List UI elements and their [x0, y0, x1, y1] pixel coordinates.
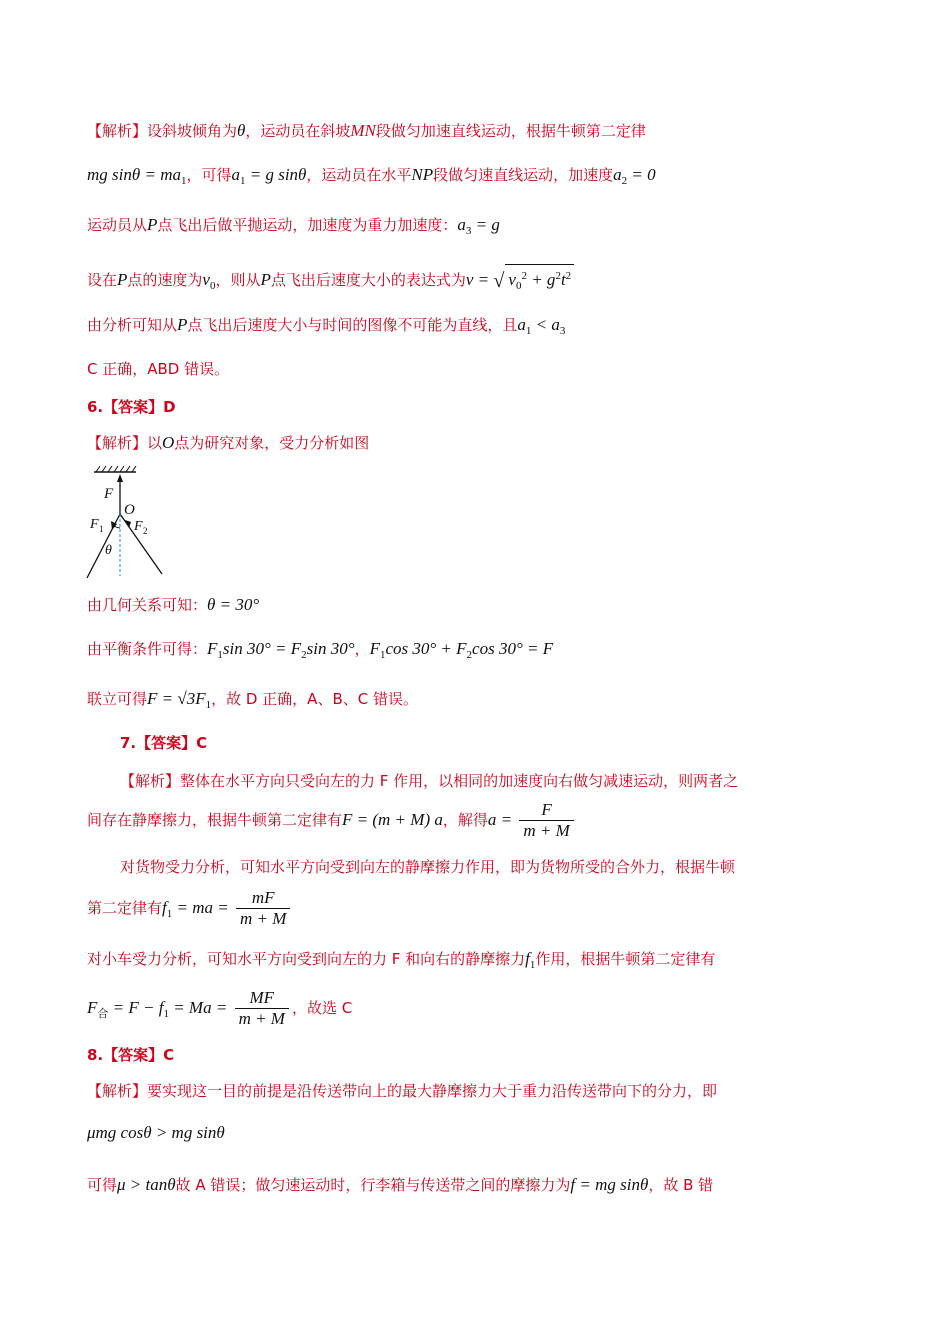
segment-mn: MN — [350, 121, 376, 140]
text: 由平衡条件可得： — [87, 640, 208, 658]
subscript: 1 — [205, 699, 212, 711]
text: 点飞出后速度大小的表达式为 — [270, 271, 466, 289]
text: 可得 — [87, 1176, 118, 1194]
a3-equation: = g — [471, 215, 500, 234]
text: 对小车受力分析，可知水平方向受到向左的力 F 和向右的静摩擦力 — [87, 950, 526, 968]
text: ，则从 — [215, 271, 261, 289]
text: 点的速度为 — [127, 271, 203, 289]
point-p: P — [147, 215, 158, 234]
superscript: 2 — [521, 270, 527, 282]
force-diagram — [84, 462, 174, 584]
text: 点飞出后速度大小与时间的图像不可能为直线，且 — [187, 316, 518, 334]
point-p: P — [260, 270, 271, 289]
text: 【解析】以 — [87, 434, 163, 452]
subscript: 1 — [379, 649, 386, 661]
q8-line-1: 【解析】要实现这一目的前提是沿传送带向上的最大静摩擦力大于重力沿传送带向下的分力，即 — [87, 1082, 718, 1100]
point-o: O — [162, 433, 175, 452]
q7-line-2 — [87, 800, 577, 841]
text: ，运动员在斜坡 — [245, 122, 351, 140]
f1-equation: = ma = — [172, 898, 233, 917]
analysis-line-1 — [87, 120, 646, 142]
q7-line-1: 【解析】整体在水平方向只受向左的力 F 作用，以相同的加速度向右做匀减速运动，则两者之 — [120, 772, 739, 790]
a1-symbol: a — [517, 315, 526, 334]
ceiling-hatch — [96, 466, 136, 472]
join-equation: F = √3F — [147, 689, 206, 708]
balance-eq-1-end: sin 30° — [306, 639, 355, 658]
text: 间存在静摩擦力，根据牛顿第二定律有 — [87, 811, 343, 829]
subscript: 1 — [180, 175, 187, 187]
label-f1: F — [90, 517, 99, 532]
superscript: 2 — [565, 270, 572, 282]
q8-answer: 8.【答案】C — [87, 1046, 175, 1064]
analysis-line-6: C 正确，ABD 错误。 — [87, 360, 230, 378]
q7-line-5 — [87, 948, 715, 976]
text: ，故 D 正确，A、B、C 错误。 — [211, 690, 418, 708]
f-net-equation-2: = Ma = — [168, 998, 232, 1017]
label-o: O — [124, 502, 135, 518]
v0-symbol: v — [202, 270, 210, 289]
a-equation: a = — [487, 810, 517, 829]
balance-eq-1: sin 30° = F — [222, 639, 302, 658]
label-theta: θ — [105, 543, 112, 558]
point-p: P — [177, 315, 188, 334]
equation-mgsin: mg sinθ = ma — [87, 165, 181, 184]
text: ，运动员在水平 — [306, 166, 412, 184]
q6-answer: 6.【答案】D — [87, 398, 176, 416]
t-symbol: t — [560, 270, 566, 289]
text: 点为研究对象，受力分析如图 — [174, 434, 370, 452]
text: ，解得 — [442, 811, 488, 829]
f1-symbol: f — [525, 949, 530, 968]
radical-sign: √ — [493, 270, 505, 292]
a2-equation: = 0 — [627, 165, 656, 184]
subscript: 3 — [559, 325, 566, 337]
label-f2-sub: 2 — [143, 526, 148, 536]
text: 联立可得 — [87, 690, 148, 708]
subscript-he: 合 — [97, 1008, 109, 1020]
subscript: 3 — [465, 225, 472, 237]
subscript: 2 — [621, 175, 628, 187]
mu-tan-inequality: μ > tanθ — [117, 1175, 176, 1194]
numerator: MF — [235, 988, 289, 1009]
arrowhead-f2 — [125, 520, 131, 528]
a3-symbol: a — [457, 215, 466, 234]
radicand — [505, 264, 574, 297]
angle-arc — [114, 526, 120, 528]
f1-symbol: f — [162, 898, 167, 917]
newton-equation: F = (m + M) a — [342, 810, 443, 829]
denominator: m + M — [239, 909, 287, 928]
text: 作用，根据牛顿第二定律有 — [535, 950, 716, 968]
numerator: F — [519, 800, 573, 821]
fraction-f-over-mM — [519, 800, 573, 841]
balance-eq-2-end: cos 30° = F — [472, 639, 554, 658]
text: ，故选 C — [291, 999, 353, 1017]
subscript: 1 — [166, 908, 173, 920]
q7-line-6 — [87, 988, 352, 1029]
label-f2: F — [134, 519, 143, 534]
analysis-line-3 — [87, 214, 500, 242]
q6-balance — [87, 638, 553, 666]
text: ，可得 — [186, 166, 232, 184]
f-net-symbol: F — [87, 998, 98, 1017]
theta-30: θ = 30° — [207, 595, 260, 614]
friction-equation: f = mg sinθ — [570, 1175, 649, 1194]
q8-line-3 — [87, 1174, 713, 1196]
fraction-mF-over-mM — [236, 888, 290, 929]
q8-line-2 — [87, 1122, 225, 1144]
denominator: m + M — [238, 1009, 285, 1028]
text: 第二定律有 — [87, 899, 163, 917]
q6-conclusion — [87, 688, 418, 716]
q7-answer: 7.【答案】C — [120, 734, 208, 752]
text: 由分析可知从 — [87, 316, 178, 334]
text: 点飞出后做平抛运动，加速度为重力加速度： — [157, 216, 458, 234]
text: 段做匀加速直线运动，根据牛顿第二定律 — [375, 122, 646, 140]
less-than-a3: < a — [531, 315, 560, 334]
point-p: P — [117, 270, 128, 289]
label-f1-sub: 1 — [99, 524, 104, 534]
fraction-MF-over-mM — [235, 988, 289, 1029]
analysis-line-2 — [87, 164, 656, 192]
analysis-line-4 — [87, 264, 574, 297]
v-equation: v = — [465, 270, 494, 289]
q7-line-4 — [87, 888, 293, 929]
q7-line-3: 对货物受力分析，可知水平方向受到向左的静摩擦力作用，即为货物所受的合外力，根据牛顿 — [120, 858, 736, 876]
text: ， — [354, 640, 370, 658]
text: 运动员从 — [87, 216, 148, 234]
text: ，故 B 错 — [648, 1176, 714, 1194]
subscript: 2 — [466, 649, 473, 661]
analysis-line-5 — [87, 314, 565, 342]
numerator: mF — [236, 888, 290, 909]
text: 【解析】设斜坡倾角为 — [87, 122, 238, 140]
denominator: m + M — [523, 821, 570, 840]
text: 故 A 错误；做匀速运动时，行李箱与传送带之间的摩擦力为 — [175, 1176, 571, 1194]
subscript: 0 — [209, 280, 216, 292]
subscript: 0 — [515, 280, 522, 292]
a1-equation: = g sinθ — [245, 165, 307, 184]
q6-analysis — [87, 432, 369, 454]
friction-inequality: μmg cosθ > mg sinθ — [87, 1123, 225, 1142]
segment-np: NP — [411, 165, 434, 184]
arrowhead-f — [117, 474, 123, 482]
q6-geometry — [87, 594, 259, 616]
v0-symbol: v — [508, 270, 516, 289]
text: 由几何关系可知： — [87, 596, 208, 614]
balance-eq-2: cos 30° + F — [385, 639, 467, 658]
text: 段做匀速直线运动，加速度 — [433, 166, 614, 184]
f-symbol: F — [207, 639, 218, 658]
a1-symbol: a — [231, 165, 240, 184]
plus-g: + g — [526, 270, 556, 289]
f-symbol: F — [369, 639, 380, 658]
subscript: 2 — [301, 649, 307, 661]
f-net-equation: = F − f — [108, 998, 164, 1017]
subscript: 1 — [529, 959, 536, 971]
subscript: 1 — [239, 175, 246, 187]
subscript: 1 — [217, 649, 223, 661]
superscript: 2 — [555, 270, 561, 282]
theta-symbol: θ — [237, 121, 246, 140]
subscript: 1 — [163, 1008, 169, 1020]
text: 设在 — [87, 271, 118, 289]
a2-symbol: a — [613, 165, 622, 184]
subscript: 1 — [525, 325, 532, 337]
label-f: F — [104, 486, 114, 502]
